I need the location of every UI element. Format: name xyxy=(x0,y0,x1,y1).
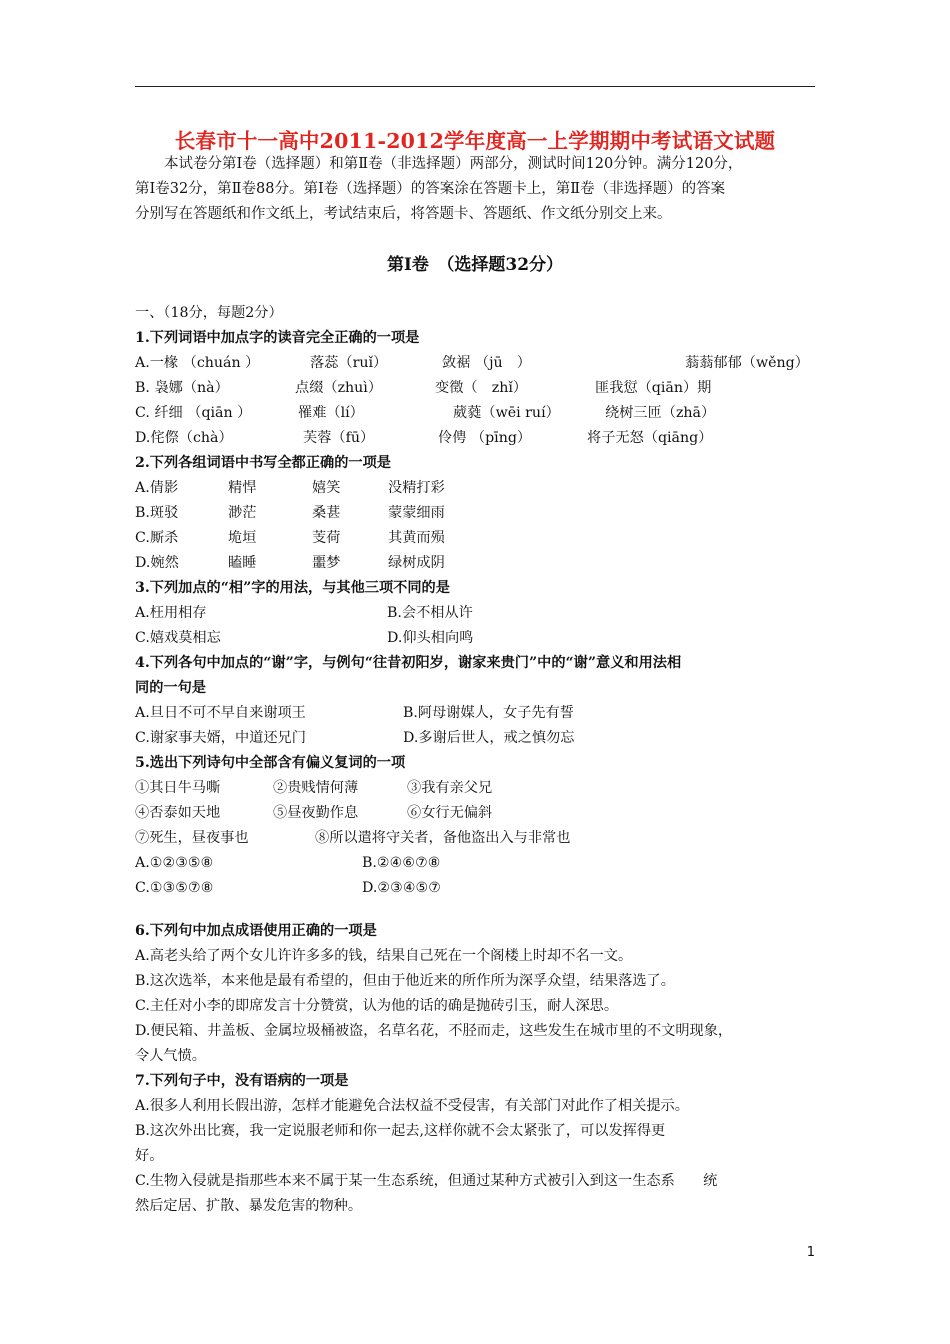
question-5-options xyxy=(135,851,815,876)
option-cell: 没精打彩 xyxy=(388,480,445,496)
question-5-stem: 5.选出下列诗句中全部含有偏义复词的一项 xyxy=(135,755,406,771)
option-cell: 垝垣 xyxy=(228,530,257,546)
question-6-stem: 6.下列句中加点成语使用正确的一项是 xyxy=(135,923,377,939)
option-cell: 其黄而殒 xyxy=(388,530,445,546)
option-cell: C.①③⑤⑦⑧ xyxy=(135,880,214,896)
question-4-row xyxy=(135,726,815,751)
poem-line: ⑥女行无偏斜 xyxy=(407,805,493,821)
option-cell: 绿树成阴 xyxy=(388,555,445,571)
option-cell: B.阿母谢媒人，女子先有誓 xyxy=(403,705,574,721)
question-2-stem: 2.下列各组词语中书写全都正确的一项是 xyxy=(135,455,391,471)
question-7-line: B.这次外出比赛，我一定说服老师和你一起去,这样你就不会太紧张了，可以发挥得更 xyxy=(135,1123,666,1139)
question-1-stem: 1.下列词语中加点字的读音完全正确的一项是 xyxy=(135,330,420,346)
option-cell: 变徵（ zhǐ） xyxy=(435,380,528,396)
option-cell: B.斑驳 xyxy=(135,505,179,521)
option-cell: 落蕊（ruǐ） xyxy=(310,355,388,371)
option-cell: 伶俜 （pīng） xyxy=(438,430,532,446)
option-cell: A.旦日不可不早自来谢项王 xyxy=(135,705,306,721)
part-heading: 一、（18分，每题2分） xyxy=(135,305,283,321)
header-rule xyxy=(135,86,815,87)
question-2-row xyxy=(135,551,815,576)
question-6-line: D.便民箱、井盖板、金属垃圾桶被盗，名草名花，不胫而走，这些发生在城市里的不文明现象， xyxy=(135,1023,733,1039)
question-1-row xyxy=(135,426,815,451)
option-cell: 嬉笑 xyxy=(312,480,341,496)
question-2-row xyxy=(135,526,815,551)
intro-paragraph xyxy=(135,152,815,227)
option-cell: 蓊蓊郁郁（wěng） xyxy=(685,355,809,371)
poem-line: ③我有亲父兄 xyxy=(407,780,493,796)
question-4-row xyxy=(135,701,815,726)
option-cell: 芙蓉（fū） xyxy=(303,430,375,446)
poem-line: ①其日牛马嘶 xyxy=(135,780,221,796)
option-cell: C.厮杀 xyxy=(135,530,179,546)
question-6-line: A.高老头给了两个女儿许许多多的钱，结果自己死在一个阁楼上时却不名一文。 xyxy=(135,948,633,964)
question-3-row xyxy=(135,626,815,651)
question-3-stem: 3.下列加点的“相”字的用法，与其他三项不同的是 xyxy=(135,580,450,596)
question-1-row xyxy=(135,351,815,376)
option-cell: 将子无怒（qiāng） xyxy=(587,430,713,446)
option-cell: 绕树三匝（zhā） xyxy=(605,405,716,421)
question-7-line: C.生物入侵就是指那些本来不属于某一生态系统，但通过某种方式被引入到这一生态系 统 xyxy=(135,1173,718,1189)
intro-line: 第Ⅰ卷32分，第Ⅱ卷88分。第Ⅰ卷（选择题）的答案涂在答题卡上，第Ⅱ卷（非选择题）的答案 xyxy=(135,181,726,197)
option-cell: 蒙蒙细雨 xyxy=(388,505,445,521)
option-cell: C.谢家事夫婿，中道还兄门 xyxy=(135,730,306,746)
option-cell: 瞌睡 xyxy=(228,555,257,571)
intro-line: 本试卷分第Ⅰ卷（选择题）和第Ⅱ卷（非选择题）两部分，测试时间120分钟。满分120分， xyxy=(135,156,743,172)
poem-line: ⑧所以遣将守关者，备他盗出入与非常也 xyxy=(315,830,571,846)
question-5-row xyxy=(135,801,815,826)
question-2-row xyxy=(135,476,815,501)
option-cell: A.倩影 xyxy=(135,480,179,496)
option-cell: A.一椽 （chuán ） xyxy=(135,355,260,371)
option-cell: D.②③④⑤⑦ xyxy=(362,880,441,896)
question-7-line: 然后定居、扩散、暴发危害的物种。 xyxy=(135,1198,363,1214)
option-cell: B.会不相从许 xyxy=(387,605,473,621)
question-4-stem: 4.下列各句中加点的“谢”字，与例句“往昔初阳岁，谢家来贵门”中的“谢”意义和用法相 xyxy=(135,655,682,671)
poem-line: ⑤昼夜勤作息 xyxy=(273,805,359,821)
intro-line: 分别写在答题纸和作文纸上，考试结束后，将答题卡、答题纸、作文纸分别交上来。 xyxy=(135,206,672,222)
question-6-line: 令人气愤。 xyxy=(135,1048,206,1064)
question-5-options xyxy=(135,876,815,901)
poem-line: ④否泰如天地 xyxy=(135,805,221,821)
option-cell: C. 纤细 （qiān ） xyxy=(135,405,252,421)
question-3-row xyxy=(135,601,815,626)
option-cell: 芰荷 xyxy=(312,530,341,546)
option-cell: 渺茫 xyxy=(228,505,257,521)
question-6-line: C.主任对小李的即席发言十分赞赏，认为他的话的确是抛砖引玉，耐人深思。 xyxy=(135,998,619,1014)
option-cell: 桑葚 xyxy=(312,505,341,521)
option-cell: 葳蕤（wēi ruí） xyxy=(453,405,560,421)
poem-line: ②贵贱情何薄 xyxy=(273,780,359,796)
option-cell: A.①②③⑤⑧ xyxy=(135,855,214,871)
option-cell: 罹难（lí） xyxy=(298,405,364,421)
section-title: 第Ⅰ卷 （选择题32分） xyxy=(386,255,564,275)
question-5-row xyxy=(135,826,815,851)
option-cell: 敛裾 （jū ） xyxy=(442,355,531,371)
option-cell: C.嬉戏莫相忘 xyxy=(135,630,221,646)
exam-title: 长春市十一高中2011-2012学年度高一上学期期中考试语文试题 xyxy=(174,129,776,153)
option-cell: D.多谢后世人，戒之慎勿忘 xyxy=(403,730,575,746)
option-cell: D.侘傺（chà） xyxy=(135,430,233,446)
option-cell: 噩梦 xyxy=(312,555,341,571)
poem-line: ⑦死生，昼夜事也 xyxy=(135,830,249,846)
question-7-line: A.很多人利用长假出游，怎样才能避免合法权益不受侵害，有关部门对此作了相关提示。 xyxy=(135,1098,689,1114)
question-body xyxy=(135,301,815,1219)
option-cell: D.仰头相向鸣 xyxy=(387,630,474,646)
question-4-stem-cont: 同的一句是 xyxy=(135,680,206,696)
question-6-line: B.这次选举，本来他是最有希望的，但由于他近来的所作所为深孚众望，结果落选了。 xyxy=(135,973,675,989)
question-7-stem: 7.下列句子中，没有语病的一项是 xyxy=(135,1073,349,1089)
option-cell: 精悍 xyxy=(228,480,257,496)
question-1-row xyxy=(135,376,815,401)
option-cell: D.婉然 xyxy=(135,555,179,571)
question-1-row xyxy=(135,401,815,426)
option-cell: B.②④⑥⑦⑧ xyxy=(362,855,441,871)
question-2-row xyxy=(135,501,815,526)
page-number: 1 xyxy=(806,1245,815,1260)
option-cell: 匪我愆（qiān）期 xyxy=(595,380,712,396)
option-cell: 点缀（zhuì） xyxy=(295,380,383,396)
question-5-row xyxy=(135,776,815,801)
question-7-line: 好。 xyxy=(135,1148,164,1164)
option-cell: A.枉用相存 xyxy=(135,605,207,621)
option-cell: B. 袅娜（nà） xyxy=(135,380,229,396)
